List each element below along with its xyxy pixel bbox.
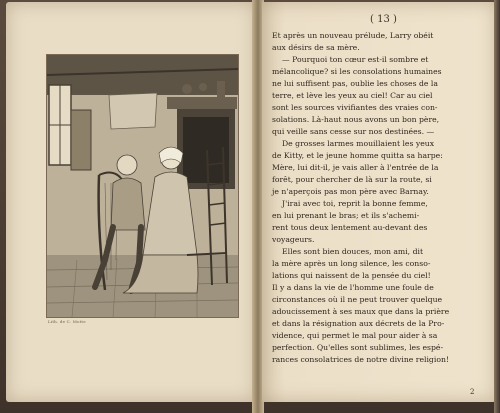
text-line: Et après un nouveau prélude, Larry obéit xyxy=(272,31,434,40)
page-number: ( 13 ) xyxy=(370,14,397,25)
text-line: circonstances où il ne peut trouver quelque xyxy=(272,295,443,304)
text-line: Elles sont bien douces, mon ami, dit xyxy=(282,247,424,256)
text-line: solations. Là-haut nous avons un bon père, xyxy=(272,115,440,124)
text-line: J'irai avec toi, reprit la bonne femme, xyxy=(282,199,428,208)
text-line: et dans la résignation aux décrets de la Pro- xyxy=(272,319,445,328)
illustration-credit: Lith. de C. Motte xyxy=(48,319,86,324)
text-line: rent tous deux lentement au-devant des xyxy=(272,223,428,232)
text-line: aux désirs de sa mère. xyxy=(272,43,360,52)
text-line: — Pourquoi ton cœur est-il sombre et xyxy=(282,55,429,64)
text-line: adoucissement à ses maux que dans la prière xyxy=(272,307,450,316)
text-line: perfection. Qu'elles sont sublimes, les espé- xyxy=(272,343,444,352)
text-line: sont les sources vivifiantes des vraies con- xyxy=(272,103,438,112)
page-edge xyxy=(494,0,500,413)
text-line: de Kitty, et le jeune homme quitta sa harpe: xyxy=(272,151,443,160)
text-line: ne lui suffisent pas, oublie les choses de la xyxy=(272,79,438,88)
signature-mark: 2 xyxy=(470,388,475,396)
text-line: De grosses larmes mouillaient les yeux xyxy=(282,139,435,148)
text-line: qui veille sans cesse sur nos destinées. — xyxy=(272,127,435,136)
text-line: mélancolique? si les consolations humaines xyxy=(272,67,442,76)
text-line: rances consolatrices de notre divine religion! xyxy=(272,355,449,364)
text-line: forêt, pour chercher de là sur la route, si xyxy=(272,175,432,184)
text-line: en lui prenant le bras; et ils s'achemi- xyxy=(272,211,420,220)
body-text xyxy=(272,30,487,366)
text-line: vidence, qui permet le mal pour aider à sa xyxy=(272,331,438,340)
text-line: voyageurs. xyxy=(272,235,315,244)
engraving-drawing xyxy=(47,55,238,317)
text-line: lations qui naissent de la pensée du ciel! xyxy=(272,271,431,280)
engraving-illustration xyxy=(46,54,239,318)
text-line: je n'aperçois pas mon père avec Barnay. xyxy=(272,187,429,196)
text-line: Il y a dans la vie de l'homme une foule de xyxy=(272,283,434,292)
text-line: terre, et lève les yeux au ciel! Car au ciel xyxy=(272,91,433,100)
text-line: Mère, lui dit-il, je vais aller à l'entrée de la xyxy=(272,163,439,172)
text-line: la mère après un long silence, les conso- xyxy=(272,259,431,268)
